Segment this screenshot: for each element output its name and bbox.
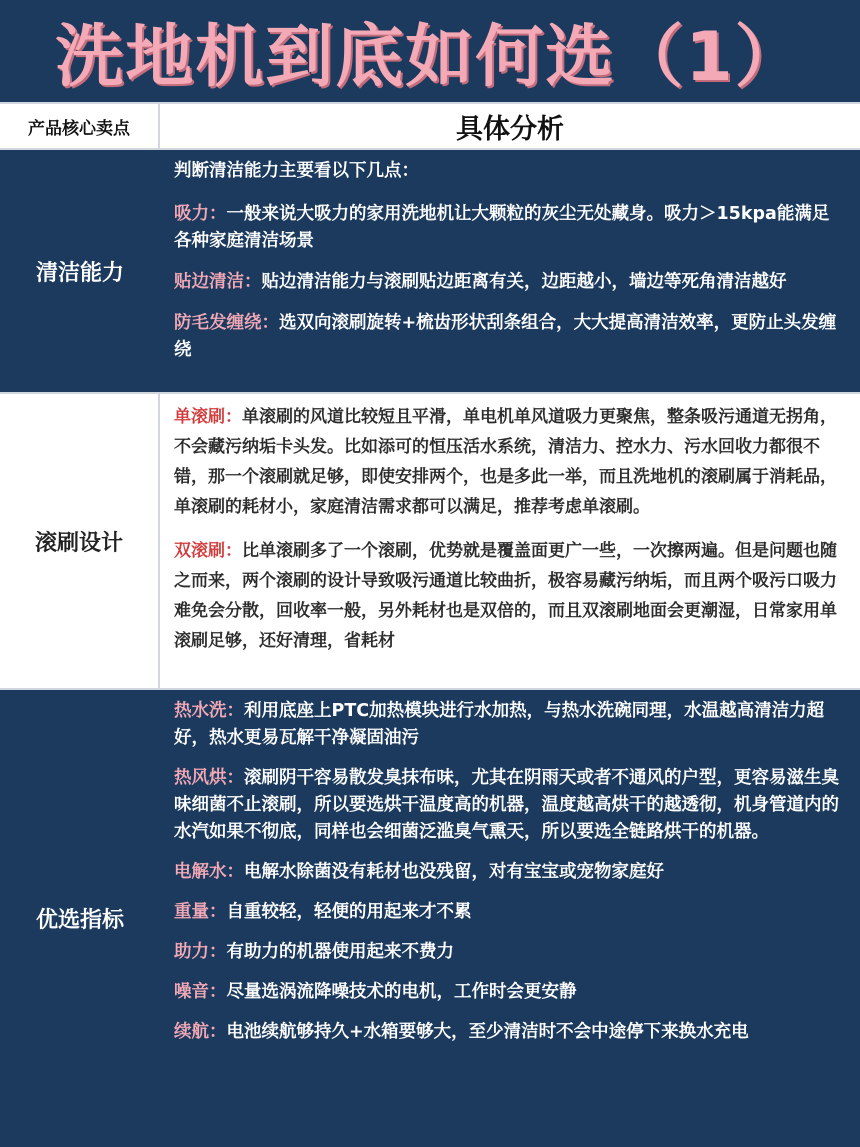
item-key: 噪音： [174,982,227,1002]
row-label: 滚刷设计 [0,394,160,688]
list-item [174,859,846,886]
table-row-roller-design [0,392,860,690]
item-text: 一般来说大吸力的家用洗地机让大颗粒的灰尘无处藏身。吸力＞15kpa能满足各种家庭清洁场景 [174,204,830,251]
item-key: 双滚刷： [174,541,242,561]
row-content [160,150,860,392]
list-item [174,536,846,656]
item-text: 有助力的机器使用起来不费力 [226,942,454,962]
item-text: 电解水除菌没有耗材也没残留，对有宝宝或宠物家庭好 [244,862,664,882]
row-content [160,690,860,1147]
item-key: 热风烘： [174,768,244,788]
list-item [174,939,846,966]
item-text: 滚刷阴干容易散发臭抹布味，尤其在阴雨天或者不通风的户型，更容易滋生臭味细菌不止滚刷，所以要选烘干温度高的机器，温度越高烘干的越透彻，机身管道内的水汽如果不彻底，同样也会细菌泛滥臭气熏天，所以要选全链路烘干的机器。 [174,768,839,842]
row-content [160,394,860,688]
list-item [174,765,846,846]
title-banner [0,0,860,102]
list-item [174,269,846,296]
list-item [174,402,846,522]
item-text: 利用底座上PTC加热模块进行水加热，与热水洗碗同理，水温越高清洁力超好，热水更易瓦解干净凝固油污 [174,701,825,748]
table-row-cleaning-ability [0,150,860,392]
row-intro: 判断清洁能力主要看以下几点： [174,161,419,181]
list-item [174,201,846,255]
list-item [174,899,846,926]
item-key: 助力： [174,942,227,962]
item-key: 防毛发缠绕： [174,313,279,333]
item-key: 贴边清洁： [174,272,262,292]
list-item [174,979,846,1006]
item-text: 贴边清洁能力与滚刷贴边距离有关，边距越小，墙边等死角清洁越好 [261,272,787,292]
item-key: 单滚刷： [174,407,242,427]
item-text: 选双向滚刷旋转+梳齿形状刮条组合，大大提高清洁效率，更防止头发缠绕 [174,313,837,360]
column-header-analysis: 具体分析 [456,113,564,145]
item-key: 续航： [174,1022,227,1042]
list-item [174,310,846,364]
item-text: 自重较轻，轻便的用起来才不累 [226,902,472,922]
row-label: 优选指标 [35,908,124,933]
row-label: 清洁能力 [35,260,124,286]
item-text: 单滚刷的风道比较短且平滑，单电机单风道吸力更聚焦，整条吸污通道无拐角，不会藏污纳垢卡头发。比如添可的恒压活水系统，清洁力、控水力、污水回收力都很不错，那一个滚刷就足够，即使安排两个，也是多此一举，而且洗地机的滚刷属于消耗品，单滚刷的耗材小，家庭清洁需求都可以满足，推荐考虑单滚刷。 [174,407,837,517]
table-header [0,102,860,150]
table-row-preferred-indicators [0,690,860,1147]
list-item [174,1019,846,1046]
item-key: 电解水： [174,862,244,882]
list-item [174,698,846,752]
item-text: 电池续航够持久+水箱要够大，至少清洁时不会中途停下来换水充电 [226,1022,749,1042]
item-text: 尽量选涡流降噪技术的电机，工作时会更安静 [226,982,577,1002]
item-text: 比单滚刷多了一个滚刷，优势就是覆盖面更广一些，一次擦两遍。但是问题也随之而来，两个滚刷的设计导致吸污通道比较曲折，极容易藏污纳垢，而且两个吸污口吸力难免会分散，回收率一般，另外耗材也是双倍的，而且双滚刷地面会更潮湿，日常家用单滚刷足够，还好清理，省耗材 [174,541,837,651]
item-key: 重量： [174,902,227,922]
page-title: 洗地机到底如何选（1） [55,17,805,97]
item-key: 热水洗： [174,701,244,721]
column-header-selling-point: 产品核心卖点 [0,104,160,148]
item-key: 吸力： [174,204,227,224]
